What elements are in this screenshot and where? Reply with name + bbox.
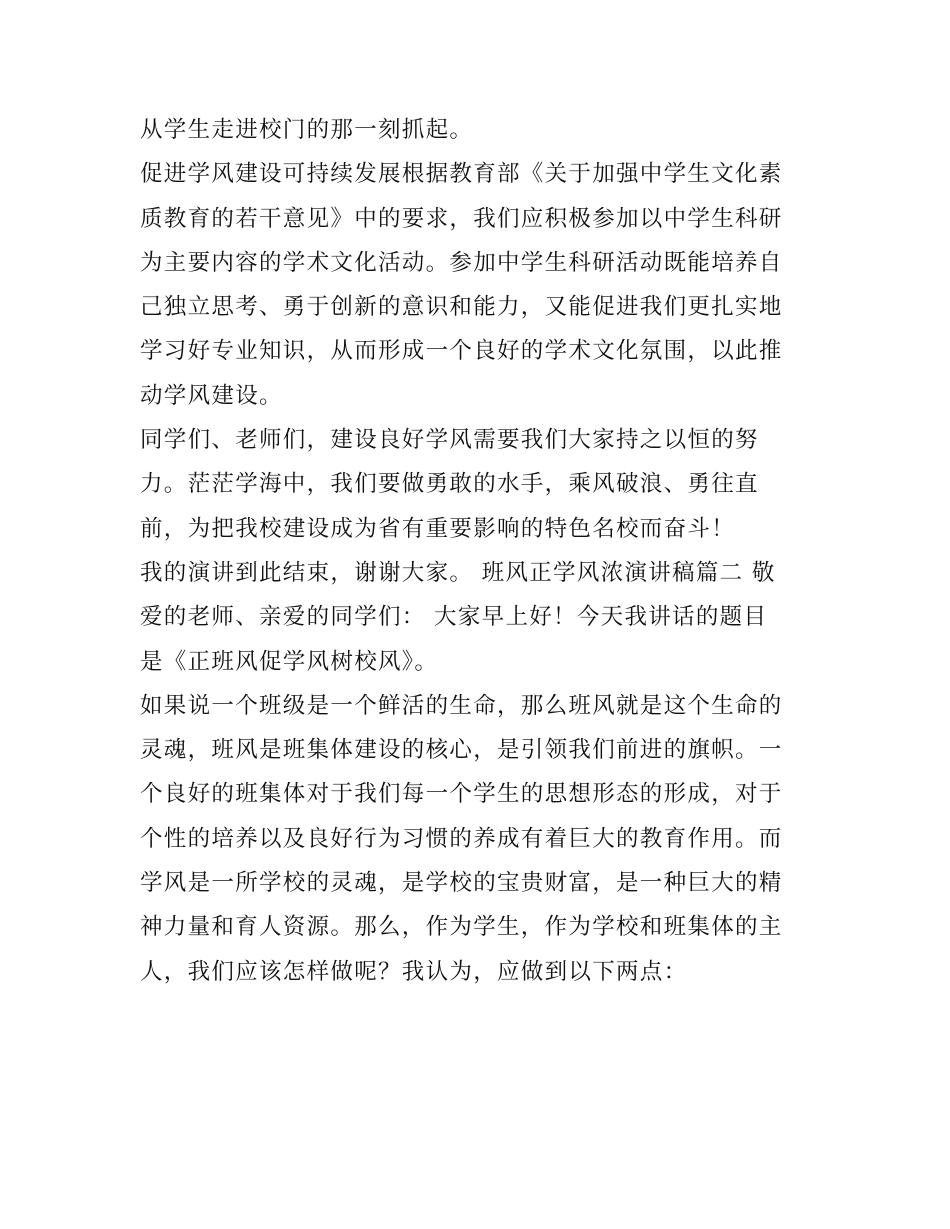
text-line: 神力量和育人资源。那么，作为学生，作为学校和班集体的主 [140, 914, 783, 941]
body-text [140, 108, 820, 994]
text-line: 学风是一所学校的灵魂，是学校的宝贵财富，是一种巨大的精 [140, 870, 783, 897]
text-line: 己独立思考、勇于创新的意识和能力，又能促进我们更扎实地 [140, 294, 783, 321]
text-line: 质教育的若干意见》中的要求，我们应积极参加以中学生科研 [140, 205, 783, 232]
text-line: 从学生走进校门的那一刻抓起。 [140, 117, 474, 143]
text-line: 促进学风建设可持续发展根据教育部《关于加强中学生文化素 [140, 161, 783, 188]
text-line: 是《正班风促学风树校风》。 [140, 648, 439, 675]
text-line: 爱的老师、亲爱的同学们： 大家早上好！今天我讲话的题目 [140, 604, 768, 631]
text-line: 如果说一个班级是一个鲜活的生命，那么班风就是这个生命的 [140, 692, 783, 719]
text-line: 我的演讲到此结束，谢谢大家。 班风正学风浓演讲稿篇二 敬 [140, 559, 776, 586]
text-line: 学习好专业知识，从而形成一个良好的学术文化氛围，以此推 [140, 338, 783, 365]
text-line: 灵魂，班风是班集体建设的核心，是引领我们前进的旗帜。一 [140, 737, 783, 764]
text-line: 为主要内容的学术文化活动。参加中学生科研活动既能培养自 [140, 249, 783, 276]
text-line: 人，我们应该怎样做呢？我认为，应做到以下两点： [140, 958, 688, 985]
text-line: 力。茫茫学海中，我们要做勇敢的水手，乘风破浪、勇往直 [140, 471, 759, 498]
text-line: 个性的培养以及良好行为习惯的养成有着巨大的教育作用。而 [140, 825, 783, 852]
text-line: 动学风建设。 [140, 382, 283, 409]
text-line: 个良好的班集体对于我们每一个学生的思想形态的形成，对于 [140, 781, 783, 808]
text-line: 同学们、老师们，建设良好学风需要我们大家持之以恒的努 [140, 427, 759, 454]
text-line: 前，为把我校建设成为省有重要影响的特色名校而奋斗！ [140, 515, 736, 542]
